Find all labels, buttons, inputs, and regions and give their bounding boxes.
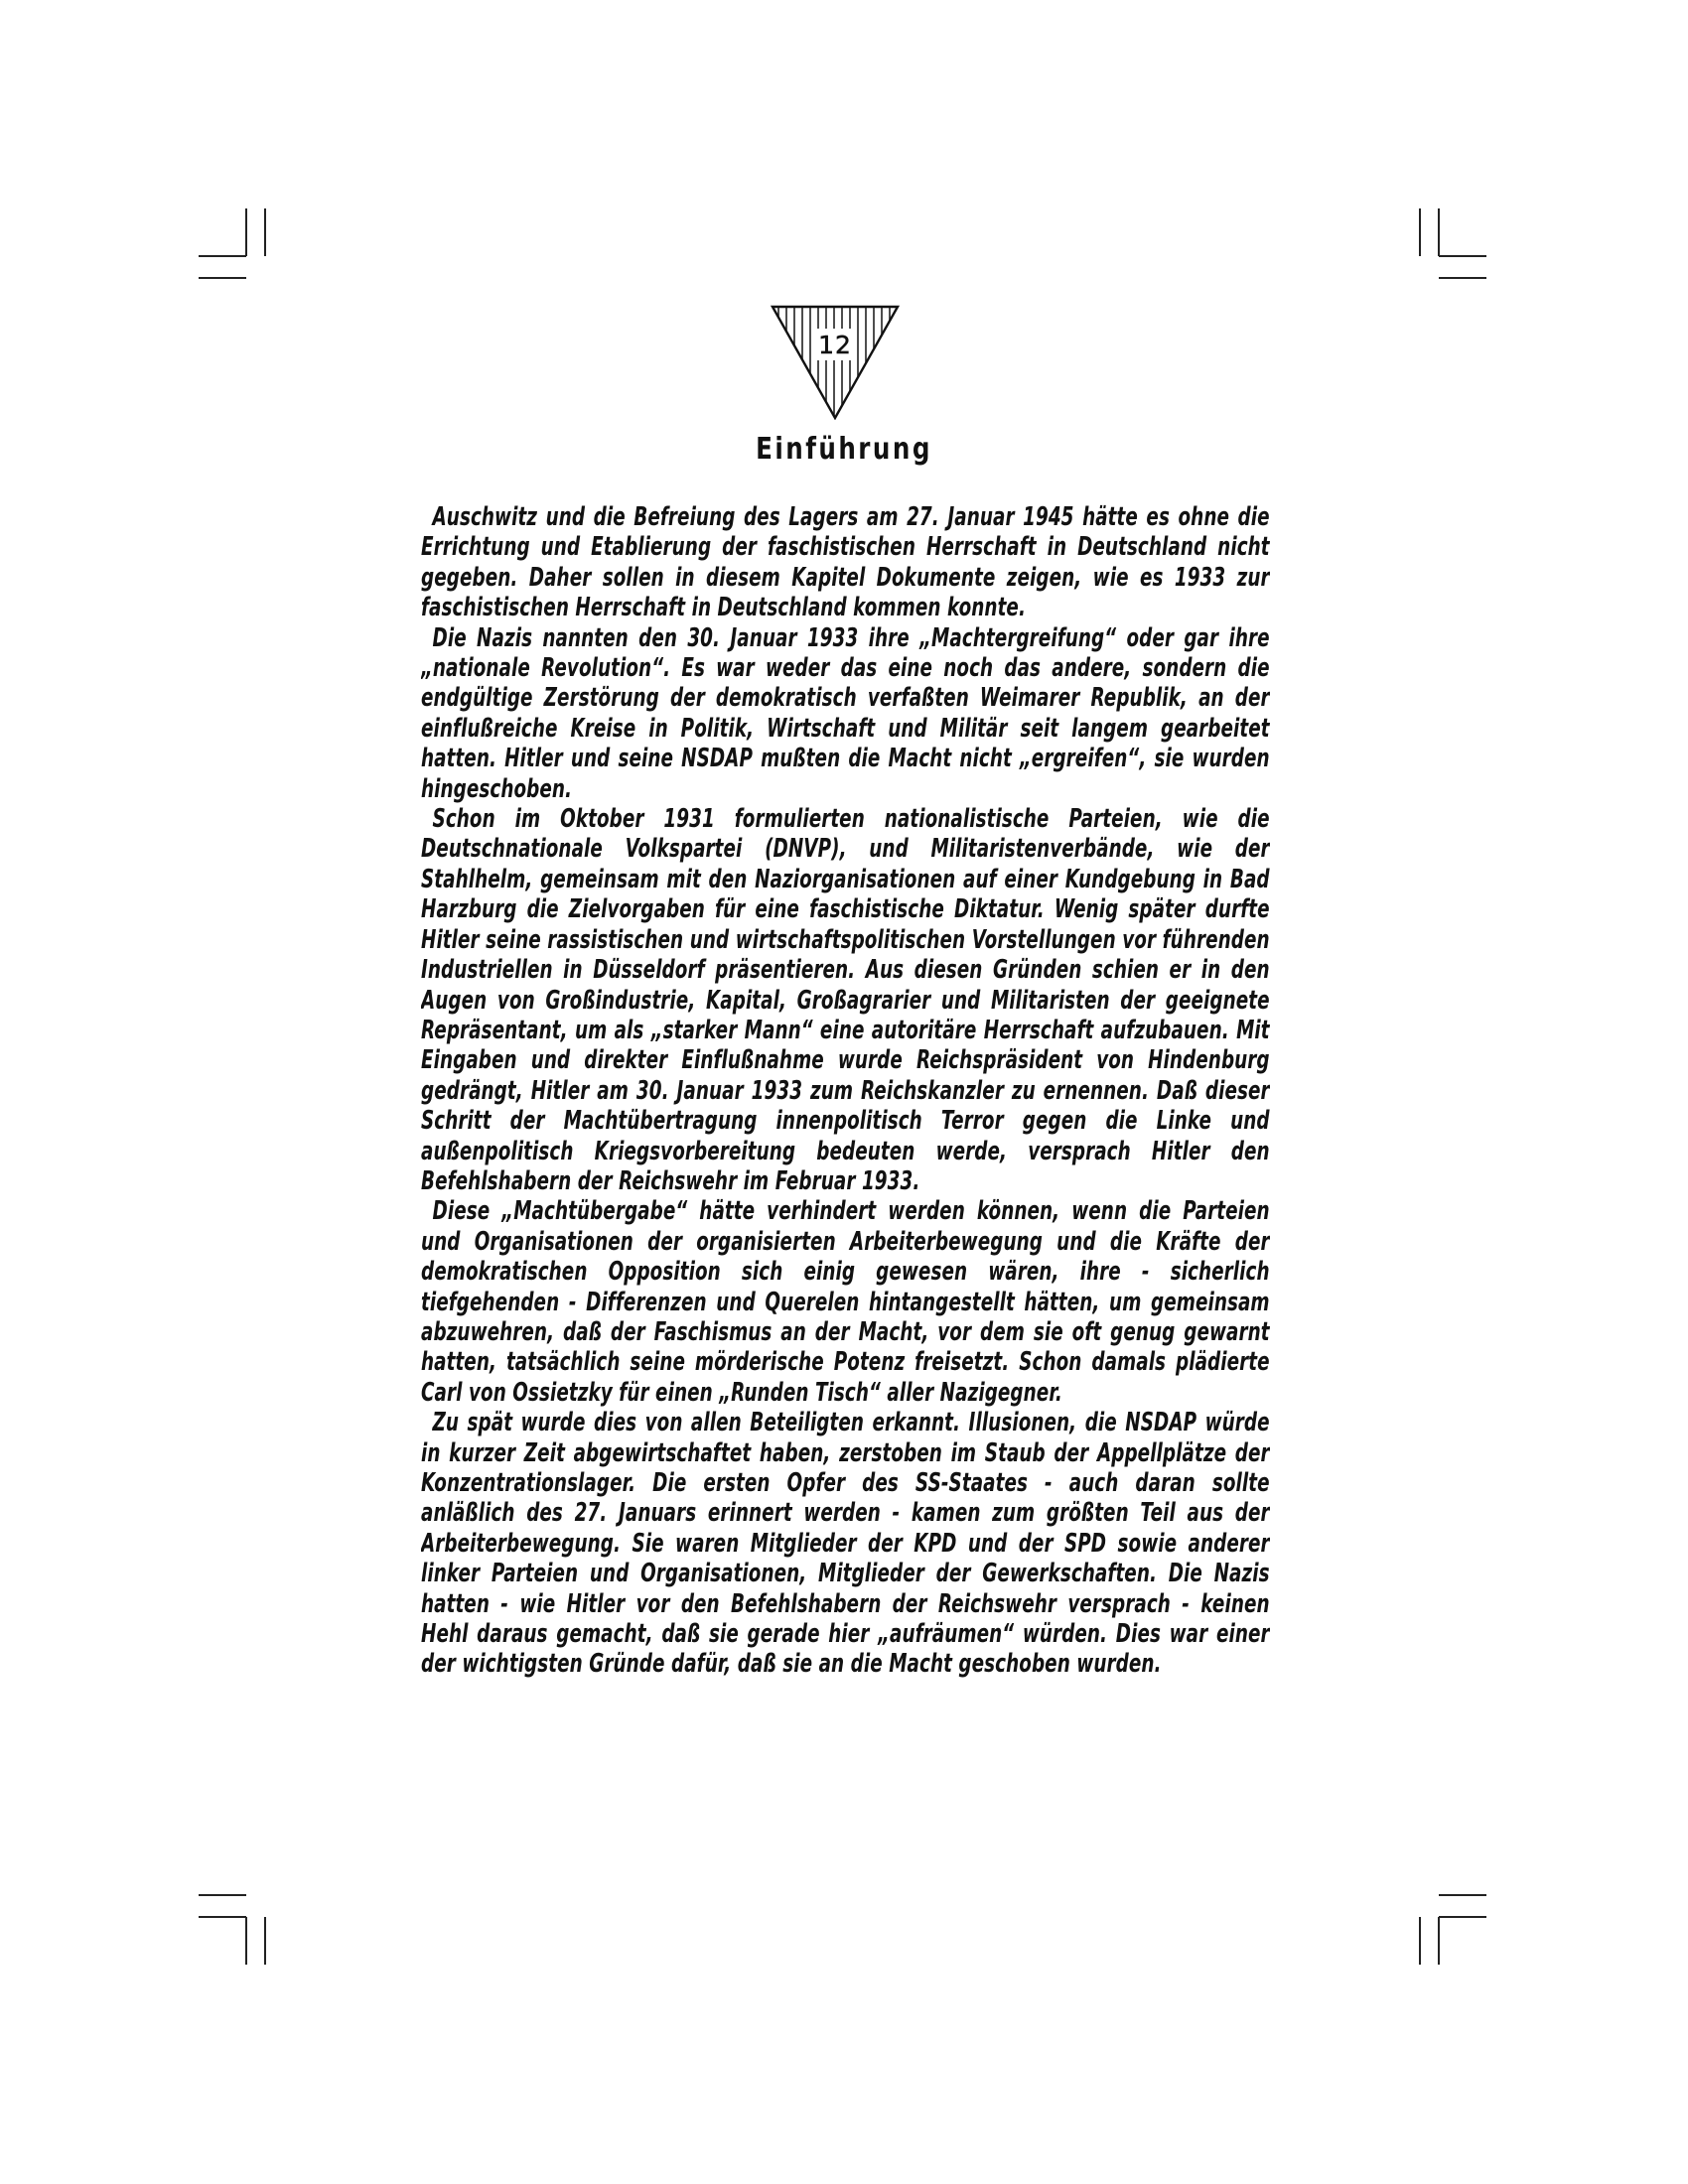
paragraph: Auschwitz und die Befreiung des Lagers am 27. Januar 1945 hätte es ohne die Errichtung und Etablierung der faschistischen Herrschaft in Deutschland nicht gegeben. Daher sollen in diesem Kapitel Dokumente zeigen, wie es 1933 zur faschistischen Herrschaft in Deutschland kommen konnte. bbox=[421, 502, 1270, 623]
paragraph: Schon im Oktober 1931 formulierten nationalistische Parteien, wie die Deutschnationale Volkspartei (DNVP), und Militaristenverbände, wie der Stahlhelm, gemeinsam mit den Naziorganisationen auf einer Kundgebung in Bad Harzburg die Zielvorgaben für eine faschistische Diktatur. Wenig später durfte Hitler seine rassistischen und wirtschaftspolitischen Vorstellungen vor führenden Industriellen in Düsseldorf präsentieren. Aus diesen Gründen schien er in den Augen von Großindustrie, Kapital, Großagrarier und Militaristen der geeignete Repräsentant, um als „starker Mann“ eine autoritäre Herrschaft aufzubauen. Mit Eingaben und direkter Einflußnahme wurde Reichspräsident von Hindenburg gedrängt, Hitler am 30. Januar 1933 zum Reichskanzler zu ernennen. Daß dieser Schritt der Machtübertragung innenpolitisch Terror gegen die Linke und außenpolitisch Kriegsvorbereitung bedeuten werde, versprach Hitler den Befehlshabern der Reichswehr im Februar 1933. bbox=[421, 804, 1270, 1196]
paragraph: Diese „Machtübergabe“ hätte verhindert werden können, wenn die Parteien und Organisationen der organisierten Arbeiterbewegung und die Kräfte der demokratischen Opposition sich einig gewesen wären, ihre - sicherlich tiefgehenden - Differenzen und Querelen hintangestellt hätten, um gemeinsam abzuwehren, daß der Faschismus an der Macht, vor dem sie oft genug gewarnt hatten, tatsächlich seine mörderische Potenz freisetzt. Schon damals plädierte Carl von Ossietzky für einen „Runden Tisch“ aller Nazigegner. bbox=[421, 1196, 1270, 1408]
paragraph: Zu spät wurde dies von allen Beteiligten erkannt. Illusionen, die NSDAP würde in kurzer Zeit abgewirtschaftet haben, zerstoben im Staub der Appellplätze der Konzentrationslager. Die ersten Opfer des SS-Staates - auch daran sollte anläßlich des 27. Januars erinnert werden - kamen zum größten Teil aus der Arbeiterbewegung. Sie waren Mitglieder der KPD und der SPD sowie anderer linker Parteien und Organisationen, Mitglieder der Gewerkschaften. Die Nazis hatten - wie Hitler vor den Befehlshabern der Reichswehr versprach - keinen Hehl daraus gemacht, daß sie gerade hier „aufräumen“ würden. Dies war einer der wichtigsten Gründe dafür, daß sie an die Macht geschoben wurden. bbox=[421, 1408, 1270, 1680]
page-number: 12 bbox=[818, 331, 852, 359]
page-title: Einführung bbox=[756, 432, 932, 467]
paragraph: Die Nazis nannten den 30. Januar 1933 ihre „Machtergreifung“ oder gar ihre „nationale Revolution“. Es war weder das eine noch das andere, sondern die endgültige Zerstörung der demokratisch verfaßten Weimarer Republik, an der einflußreiche Kreise in Politik, Wirtschaft und Militär seit langem gearbeitet hatten. Hitler und seine NSDAP mußten die Macht nicht „ergreifen“, sie wurden hingeschoben. bbox=[421, 622, 1270, 804]
striped-triangle-icon bbox=[771, 305, 900, 420]
body-text bbox=[421, 502, 1270, 1783]
